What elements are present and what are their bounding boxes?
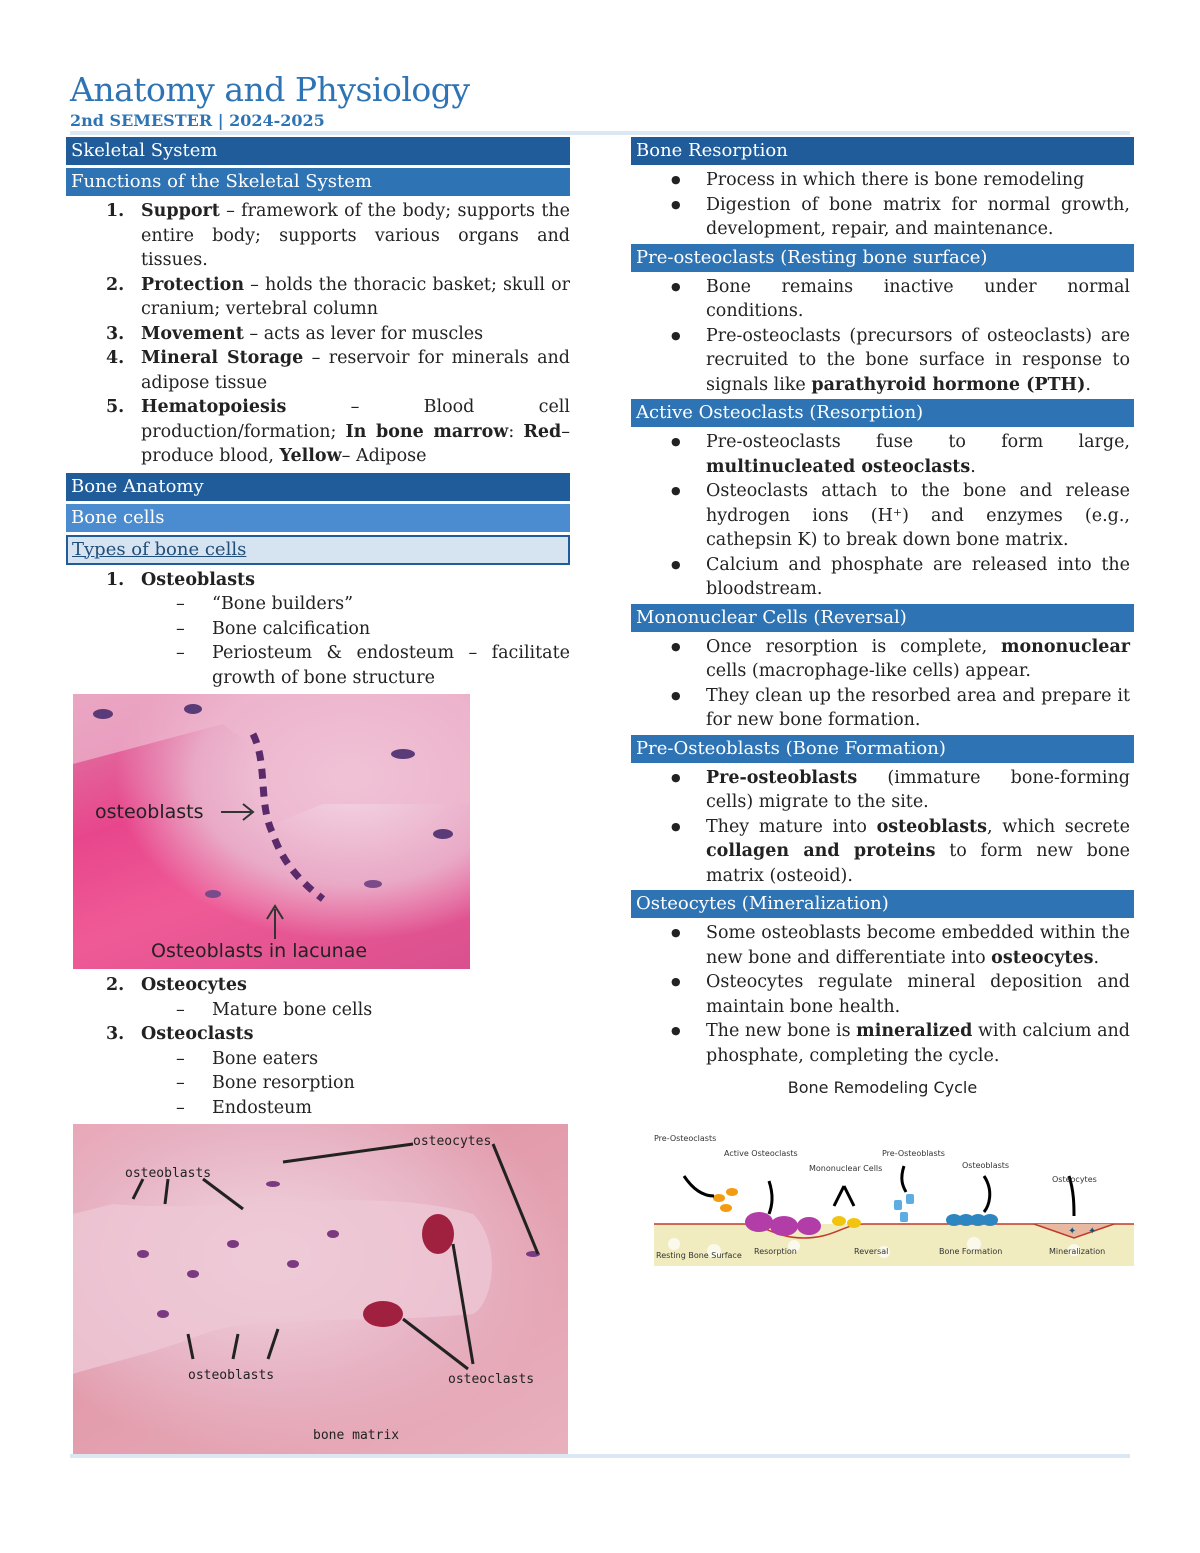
active-osteoclasts-list: [631, 430, 1134, 602]
pre-osteoblasts-list: [631, 766, 1134, 889]
list-item: 5. Hematopoiesis – Blood cell production/formation; In bone marrow: Red– produce blood, Yellow– Adipose: [106, 397, 570, 466]
bone-cells-list-cont: [66, 973, 570, 1120]
heading-skeletal-system: Skeletal System: [66, 137, 570, 165]
fig1-label-osteoblasts: osteoblasts: [95, 801, 204, 823]
diagram-label-resorption: Resorption: [754, 1247, 797, 1256]
heading-bone-resorption: Bone Resorption: [631, 137, 1134, 165]
svg-text:✦: ✦: [1068, 1226, 1077, 1237]
list-item: ● Some osteoblasts become embedded within the new bone and differentiate into osteocytes.: [631, 921, 1134, 970]
list-item: – “Bone builders”: [66, 592, 570, 617]
list-item: 2. Osteocytes – Mature bone cells: [66, 973, 570, 1022]
diagram-label-mononuclear: Mononuclear Cells: [809, 1164, 883, 1173]
bone-remodeling-diagram: [631, 1076, 1134, 1276]
diagram-title: Bone Remodeling Cycle: [787, 1078, 978, 1097]
list-item: ● Bone remains inactive under normal conditions.: [631, 275, 1134, 324]
list-item: 3. Osteoclasts – Bone eaters – Bone resorption – Endosteum: [66, 1022, 570, 1120]
heading-pre-osteoblasts: Pre-Osteoblasts (Bone Formation): [631, 735, 1134, 763]
list-item: ● Digestion of bone matrix for normal growth, development, repair, and maintenance.: [631, 193, 1134, 242]
list-item: 3. Movement – acts as lever for muscles: [106, 323, 484, 344]
list-item: ● Pre-osteoblasts (immature bone-forming cells) migrate to the site.: [631, 766, 1134, 815]
list-item: ● Once resorption is complete, mononuclear cells (macrophage-like cells) appear.: [631, 635, 1134, 684]
list-item: ● Pre-osteoclasts fuse to form large, multinucleated osteoclasts.: [631, 430, 1134, 479]
heading-functions: Functions of the Skeletal System: [66, 168, 570, 196]
fig1-label-lacunae: Osteoblasts in lacunae: [151, 940, 368, 962]
top-rule: [70, 131, 1130, 135]
diagram-label-mineralization: Mineralization: [1049, 1247, 1106, 1256]
list-item: ● Calcium and phosphate are released into the bloodstream.: [631, 553, 1134, 602]
list-item: – Mature bone cells: [66, 998, 570, 1023]
osteoclasts-micrograph: [73, 1124, 568, 1454]
svg-text:✦: ✦: [1088, 1226, 1097, 1237]
diagram-label-osteocytes: Osteocytes: [1052, 1175, 1097, 1184]
list-item: ● Process in which there is bone remodeling: [631, 168, 1134, 193]
bone-cells-list: [66, 568, 570, 691]
list-item: – Bone calcification: [66, 617, 570, 642]
heading-osteocytes: Osteocytes (Mineralization): [631, 890, 1134, 918]
fig2-label-osteoblasts-top: osteoblasts: [125, 1166, 212, 1181]
heading-mononuclear-cells: Mononuclear Cells (Reversal): [631, 604, 1134, 632]
functions-list: [66, 199, 570, 469]
page-subtitle: 2nd SEMESTER | 2024-2025: [70, 111, 325, 130]
list-item: – Bone eaters: [66, 1047, 570, 1072]
list-item: 1. Osteoblasts – “Bone builders” – Bone calcification – Periosteum & endosteum – facilitate growth of bone structure: [66, 568, 570, 691]
list-item: 2. Protection – holds the thoracic basket; skull or cranium; vertebral column: [106, 274, 570, 319]
list-item: ● Osteocytes regulate mineral deposition and maintain bone health.: [631, 970, 1134, 1019]
left-column: [66, 137, 570, 1454]
page-title: Anatomy and Physiology: [70, 70, 470, 109]
list-item: ● Osteoclasts attach to the bone and release hydrogen ions (H⁺) and enzymes (e.g., cathepsin K) to break down bone matrix.: [631, 479, 1134, 553]
list-item: ● The new bone is mineralized with calcium and phosphate, completing the cycle.: [631, 1019, 1134, 1068]
list-item: ● They clean up the resorbed area and prepare it for new bone formation.: [631, 684, 1134, 733]
osteocytes-list: [631, 921, 1134, 1068]
list-item: – Endosteum: [66, 1096, 570, 1121]
list-item: ● They mature into osteoblasts, which secrete collagen and proteins to form new bone matrix (osteoid).: [631, 815, 1134, 889]
heading-pre-osteoclasts: Pre-osteoclasts (Resting bone surface): [631, 244, 1134, 272]
diagram-label-pre-osteoblasts: Pre-Osteoblasts: [882, 1149, 945, 1158]
list-item: ● Pre-osteoclasts (precursors of osteoclasts) are recruited to the bone surface in response to signals like parathyroid hormone (PTH).: [631, 324, 1134, 398]
resorption-list: [631, 168, 1134, 242]
heading-bone-cells: Bone cells: [66, 504, 570, 532]
heading-types-of-bone-cells: Types of bone cells: [66, 535, 570, 565]
diagram-label-osteoblasts: Osteoblasts: [962, 1161, 1010, 1170]
fig2-label-osteocytes: osteocytes: [413, 1134, 492, 1149]
mononuclear-list: [631, 635, 1134, 733]
diagram-label-pre-osteoclasts: Pre-Osteoclasts: [654, 1134, 717, 1143]
fig2-label-osteoblasts-bottom: osteoblasts: [188, 1368, 275, 1383]
osteoblasts-micrograph: [73, 694, 470, 969]
diagram-label-resting: Resting Bone Surface: [656, 1251, 742, 1260]
heading-active-osteoclasts: Active Osteoclasts (Resorption): [631, 399, 1134, 427]
right-column: [631, 137, 1134, 1276]
fig2-label-bone-matrix: bone matrix: [313, 1428, 400, 1443]
pre-osteoclasts-list: [631, 275, 1134, 398]
diagram-label-active-osteoclasts: Active Osteoclasts: [724, 1149, 798, 1158]
list-item: 1. Support – framework of the body; supports the entire body; supports various organs and tissues.: [106, 201, 570, 270]
diagram-label-reversal: Reversal: [854, 1247, 889, 1256]
fig2-label-osteoclasts: osteoclasts: [448, 1372, 535, 1387]
bottom-rule: [70, 1454, 1130, 1458]
list-item: 4. Mineral Storage – reservoir for minerals and adipose tissue: [106, 348, 571, 393]
diagram-label-bone-formation: Bone Formation: [939, 1247, 1003, 1256]
heading-bone-anatomy: Bone Anatomy: [66, 473, 570, 501]
list-item: – Periosteum & endosteum – facilitate growth of bone structure: [66, 641, 570, 690]
list-item: – Bone resorption: [66, 1071, 570, 1096]
